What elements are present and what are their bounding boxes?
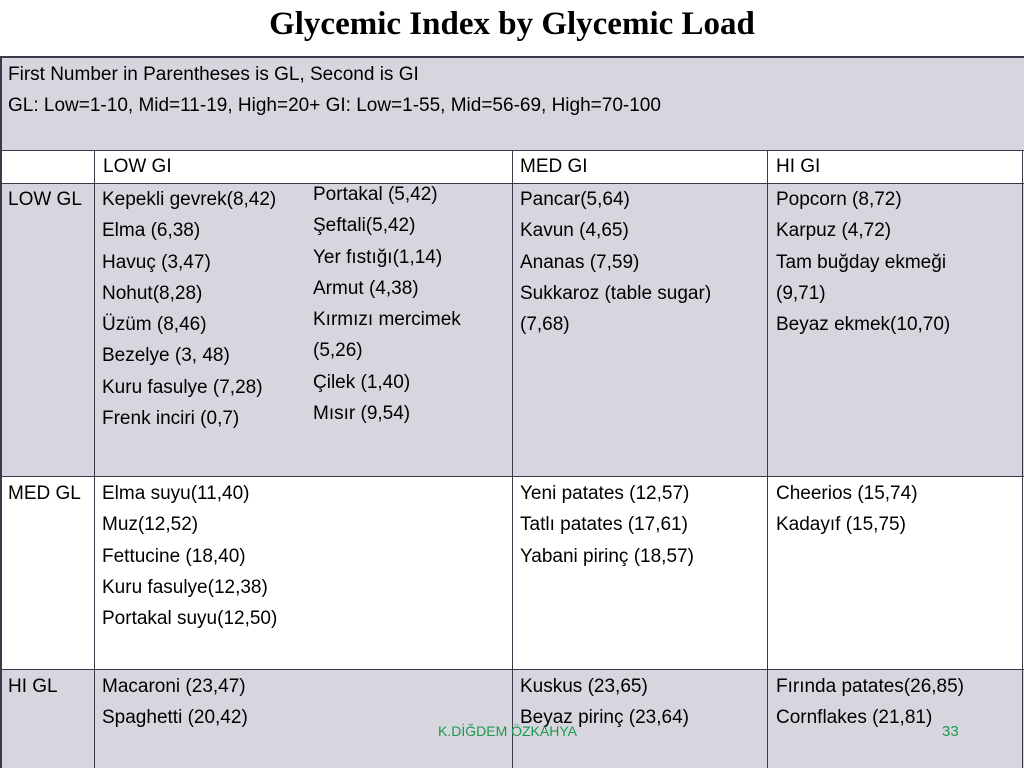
food-item: Muz(12,52): [102, 514, 199, 536]
food-item: Cornflakes (21,81): [776, 707, 933, 729]
row-label-hi-gl: HI GL: [8, 676, 58, 697]
food-item: Fırında patates(26,85): [776, 676, 964, 697]
grid-line-col1: [94, 151, 95, 768]
food-item: Kavun (4,65): [520, 220, 629, 242]
food-item: Kepekli gevrek(8,42): [102, 189, 277, 210]
food-item: Üzüm (8,46): [102, 314, 207, 336]
food-item: Yeni patates (12,57): [520, 483, 690, 504]
food-item: Yabani pirinç (18,57): [520, 545, 694, 567]
grid-line-left: [0, 56, 2, 768]
med-gl-med-gi: [520, 478, 694, 572]
food-item: (5,26): [313, 340, 363, 362]
hi-gl-low-gi: [102, 671, 248, 734]
low-gl-hi-gi: [776, 184, 950, 340]
med-gl-low-gi: [102, 478, 277, 634]
grid-line-col2: [512, 151, 513, 768]
food-item: Beyaz pirinç (23,64): [520, 707, 689, 729]
food-item: Kadayıf (15,75): [776, 514, 906, 536]
food-item: Havuç (3,47): [102, 251, 211, 273]
food-item: Sukkaroz (table sugar): [520, 282, 712, 304]
food-item: Nohut(8,28): [102, 282, 203, 304]
food-item: Portakal (5,42): [313, 184, 438, 205]
page-title: Glycemic Index by Glycemic Load: [269, 6, 755, 42]
food-item: Tam buğday ekmeği: [776, 251, 947, 273]
header-low-gi: LOW GI: [103, 156, 172, 177]
food-item: (9,71): [776, 282, 826, 304]
food-item: Şeftali(5,42): [313, 215, 416, 237]
food-item: Elma (6,38): [102, 220, 201, 242]
food-item: Tatlı patates (17,61): [520, 514, 688, 536]
note-line-1: First Number in Parentheses is GL, Second is GI: [8, 64, 419, 85]
food-item: Pancar(5,64): [520, 189, 630, 210]
food-item: Beyaz ekmek(10,70): [776, 314, 951, 336]
food-item: Armut (4,38): [313, 277, 419, 299]
food-item: Kuru fasulye (7,28): [102, 376, 263, 398]
grid-line-right: [1022, 151, 1023, 768]
low-gl-med-gi: [520, 184, 711, 340]
food-item: Frenk inciri (0,7): [102, 408, 240, 430]
grid-line-col3: [767, 151, 768, 768]
food-item: Kuru fasulye(12,38): [102, 576, 268, 598]
food-item: Ananas (7,59): [520, 251, 640, 273]
food-item: Elma suyu(11,40): [102, 483, 250, 504]
note-line-2: GL: Low=1-10, Mid=11-19, High=20+ GI: Low=1-55, Mid=56-69, High=70-100: [8, 95, 661, 116]
grid-line-top: [0, 56, 1024, 58]
food-item: Cheerios (15,74): [776, 483, 918, 504]
row-label-med-gl: MED GL: [8, 483, 81, 504]
med-gl-hi-gi: [776, 478, 918, 541]
food-item: Yer fıstığı(1,14): [313, 246, 443, 268]
food-item: Kırmızı mercimek: [313, 309, 461, 331]
page-number: 33: [942, 723, 959, 740]
header-hi-gi: HI GI: [776, 156, 821, 177]
food-item: Spaghetti (20,42): [102, 707, 248, 729]
low-gl-low-gi-col1: [102, 184, 276, 434]
food-item: Popcorn (8,72): [776, 189, 902, 210]
hi-gl-hi-gi: [776, 671, 964, 734]
header-med-gi: MED GI: [520, 156, 588, 177]
low-gl-low-gi-col2: [313, 179, 461, 429]
food-item: Portakal suyu(12,50): [102, 608, 278, 630]
food-item: Bezelye (3, 48): [102, 345, 230, 367]
food-item: Çilek (1,40): [313, 371, 411, 393]
food-item: Karpuz (4,72): [776, 220, 892, 242]
food-item: Macaroni (23,47): [102, 676, 246, 697]
row-label-low-gl: LOW GL: [8, 189, 82, 210]
food-item: (7,68): [520, 314, 570, 336]
food-item: Fettucine (18,40): [102, 545, 246, 567]
food-item: Kuskus (23,65): [520, 676, 648, 697]
footer-author: K.DİĞDEM ÖZKAHYA: [438, 723, 577, 739]
food-item: Mısır (9,54): [313, 403, 411, 425]
